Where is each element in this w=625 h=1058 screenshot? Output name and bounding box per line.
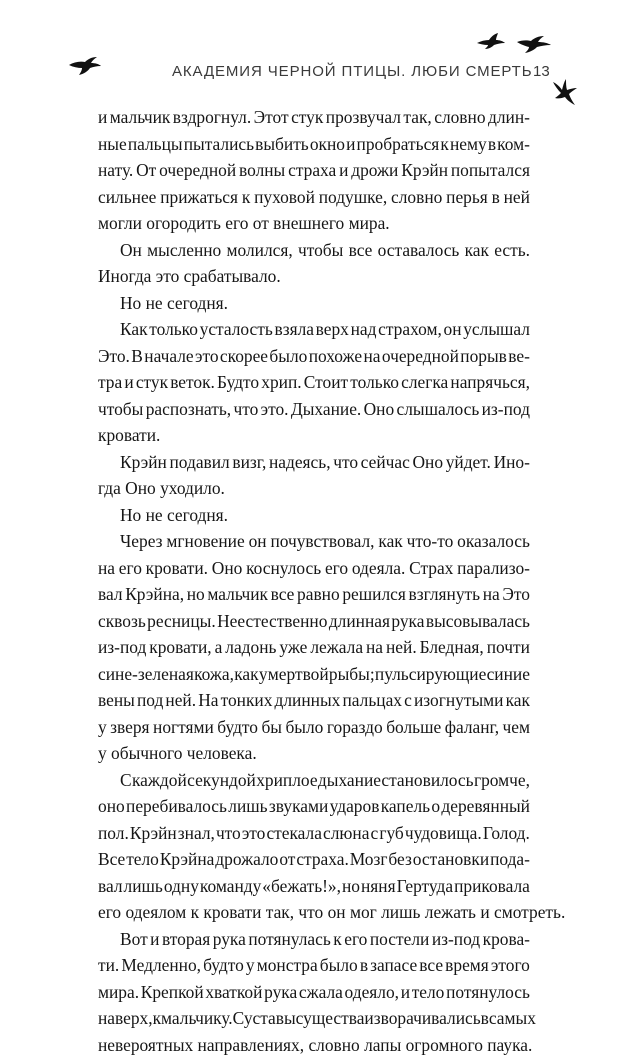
word: веток.: [170, 369, 215, 396]
text-line: [98, 926, 530, 953]
word: Дыхание.: [291, 396, 361, 423]
word: длинная: [329, 608, 390, 635]
text-line: [98, 661, 530, 688]
word: порыв: [460, 343, 507, 370]
word: это: [242, 820, 266, 847]
word: что-то: [407, 528, 454, 555]
word: было: [285, 714, 323, 741]
word: ней: [504, 184, 530, 211]
paragraph: [98, 926, 530, 1058]
word: ком-: [497, 131, 530, 158]
word: От: [136, 157, 156, 184]
text-line: [98, 687, 530, 714]
word: вторая: [162, 926, 210, 953]
text-line: [98, 369, 530, 396]
word: у: [259, 661, 268, 688]
word: как: [465, 237, 489, 264]
text-line: [98, 820, 530, 847]
word: деревянный: [441, 793, 530, 820]
word: так,: [403, 104, 431, 131]
crow-right-2-icon: [516, 34, 552, 54]
word: сильнее: [98, 184, 156, 211]
text-line: его одеялом к кровати так, что он мог лишь лежать и смотреть.: [98, 899, 530, 926]
word: потянулась: [248, 926, 330, 953]
paragraph: [98, 528, 530, 767]
word: оказалось: [457, 528, 530, 555]
word: о: [431, 793, 440, 820]
word: оставалось: [378, 237, 460, 264]
word: только: [350, 369, 399, 396]
text-line: Но не сегодня.: [98, 502, 530, 529]
word: приковала: [454, 873, 530, 900]
word: словно: [434, 104, 485, 131]
running-title: АКАДЕМИЯ ЧЕРНОЙ ПТИЦЫ. ЛЮБИ СМЕРТЬ: [172, 63, 532, 80]
word: все: [419, 952, 443, 979]
crow-left-icon: [68, 56, 102, 76]
word: губ: [379, 820, 403, 847]
text-line: [98, 184, 530, 211]
word: Через: [120, 528, 163, 555]
word: мальчик: [110, 104, 171, 131]
word: кровати.: [146, 555, 208, 582]
word: Медленно,: [121, 952, 201, 979]
word: мальчик: [207, 581, 268, 608]
word: лишь: [228, 793, 267, 820]
word: Крэйн: [130, 820, 177, 847]
word: становилось: [381, 767, 473, 794]
text-line: [98, 449, 530, 476]
word: С: [120, 767, 132, 794]
word: как: [378, 528, 402, 555]
word: сине-зеленая: [98, 661, 194, 688]
word: ные: [98, 131, 127, 158]
word: Гертуда: [397, 873, 453, 900]
word: зверя: [110, 714, 149, 741]
word: длин-: [488, 104, 530, 131]
text-line: невероятных направлениях, словно лапы огромного паука.: [98, 1032, 530, 1058]
word: с: [371, 820, 379, 847]
word: одну: [164, 873, 199, 900]
word: но: [342, 873, 360, 900]
word: сейчас: [361, 449, 410, 476]
word: очередной: [382, 343, 459, 370]
word: Крэйна: [160, 846, 215, 873]
word: взглянуть: [409, 581, 481, 608]
word: хваткой: [205, 979, 262, 1006]
word: что: [333, 449, 358, 476]
word: рука: [391, 608, 424, 635]
word: его: [119, 555, 142, 582]
word: изогнутыми: [414, 687, 504, 714]
word: напрячься,: [450, 369, 530, 396]
word: на: [483, 581, 500, 608]
word: будто: [203, 952, 244, 979]
text-line: [98, 634, 530, 661]
word: Крепкой: [141, 979, 204, 1006]
word: капель: [381, 793, 430, 820]
word: скорее: [220, 343, 268, 370]
text-line: могли огородить его от внешнего мира.: [98, 210, 530, 237]
crow-diving-icon: [551, 78, 579, 106]
text-line: кровати.: [98, 422, 530, 449]
word: к: [153, 1005, 161, 1032]
word: ударов: [330, 793, 380, 820]
word: чудовища.: [405, 820, 482, 847]
word: к: [333, 926, 341, 953]
text-line: [98, 608, 530, 635]
word: кожа,: [194, 661, 234, 688]
word: визг,: [232, 449, 266, 476]
word: слышалось: [396, 396, 479, 423]
body-text: [98, 104, 530, 1058]
word: Суставы: [233, 1005, 296, 1032]
text-line: [98, 581, 530, 608]
word: дрожало: [215, 846, 278, 873]
word: пуховой: [254, 184, 315, 211]
word: каждой: [132, 767, 187, 794]
word: пальцах: [342, 687, 402, 714]
word: похоже: [309, 343, 362, 370]
word: из-под: [482, 396, 530, 423]
word: пода-: [490, 846, 530, 873]
word: равно: [297, 581, 340, 608]
word: нату.: [98, 157, 133, 184]
text-line: гда Оно уходило.: [98, 475, 530, 502]
word: Это.: [98, 343, 130, 370]
word: коснулось: [246, 555, 321, 582]
word: пол.: [98, 820, 129, 847]
paragraph: [98, 767, 530, 926]
word: стук: [291, 104, 323, 131]
word: перебивалось: [126, 793, 227, 820]
word: Оно: [412, 449, 443, 476]
word: и: [339, 157, 348, 184]
word: рука: [213, 926, 246, 953]
text-line: [98, 131, 530, 158]
word: перья: [446, 184, 488, 211]
word: тело: [126, 846, 159, 873]
word: вздрогнул.: [173, 104, 251, 131]
word: вал: [98, 873, 123, 900]
paragraph: [98, 502, 530, 529]
text-line: [98, 714, 530, 741]
word: только: [149, 316, 198, 343]
word: почувствовал,: [270, 528, 374, 555]
word: одеяла.: [352, 555, 406, 582]
word: дыхание: [318, 767, 381, 794]
word: Он: [120, 237, 142, 264]
text-line: [98, 555, 530, 582]
word: из-под: [432, 926, 480, 953]
word: выбить: [255, 131, 309, 158]
word: ладонь: [225, 634, 276, 661]
word: Как: [120, 316, 148, 343]
word: Будто: [217, 369, 259, 396]
word: без: [388, 846, 411, 873]
word: ногтями: [153, 714, 214, 741]
word: «бежать!»,: [262, 873, 341, 900]
word: Стоит: [304, 369, 348, 396]
word: все: [349, 237, 373, 264]
word: он: [444, 316, 462, 343]
text-line: [98, 846, 530, 873]
text-line: [98, 237, 530, 264]
word: в: [488, 131, 496, 158]
word: чтобы: [98, 396, 143, 423]
word: ней.: [165, 687, 196, 714]
word: пульсирующие: [375, 661, 486, 688]
crow-right-1-icon: [476, 32, 506, 50]
word: в: [481, 1005, 489, 1032]
word: будто: [217, 714, 258, 741]
word: ве-: [508, 343, 530, 370]
word: словно: [391, 184, 442, 211]
word: распознать,: [146, 396, 231, 423]
word: Голод.: [483, 820, 530, 847]
word: Этот: [254, 104, 289, 131]
text-line: [98, 343, 530, 370]
word: как: [234, 661, 258, 688]
word: мира.: [98, 979, 139, 1006]
text-line: [98, 767, 530, 794]
word: ти.: [98, 952, 119, 979]
word: Страх: [409, 555, 453, 582]
text-line: [98, 104, 530, 131]
word: вены: [98, 687, 135, 714]
word: тело: [412, 979, 445, 1006]
word: в: [360, 952, 368, 979]
word: усталость: [200, 316, 273, 343]
word: что: [216, 820, 241, 847]
word: мысленно: [147, 237, 221, 264]
word: нему: [450, 131, 487, 158]
word: звуками: [269, 793, 328, 820]
word: волны: [239, 157, 285, 184]
word: ней.: [386, 634, 417, 661]
word: монстра: [257, 952, 318, 979]
word: уйдет.: [446, 449, 491, 476]
word: вал: [98, 581, 123, 608]
word: пробраться: [357, 131, 440, 158]
word: существа: [296, 1005, 365, 1032]
word: оно: [98, 793, 125, 820]
word: пытались: [184, 131, 254, 158]
text-line: [98, 952, 530, 979]
word: тонких: [221, 687, 273, 714]
paragraph: [98, 104, 530, 237]
word: знал,: [178, 820, 215, 847]
word: Ино-: [494, 449, 530, 476]
word: чем: [503, 714, 530, 741]
word: на: [98, 555, 115, 582]
word: и: [401, 979, 410, 1006]
word: Крэйн: [401, 157, 448, 184]
text-line: [98, 1005, 530, 1032]
word: мальчику.: [161, 1005, 233, 1032]
word: с: [404, 687, 412, 714]
word: наверх,: [98, 1005, 153, 1032]
word: больше: [386, 714, 441, 741]
word: начале: [144, 343, 193, 370]
word: надеясь,: [269, 449, 331, 476]
word: что: [233, 396, 258, 423]
word: высовывалась: [426, 608, 530, 635]
word: Это: [502, 581, 530, 608]
word: но: [187, 581, 205, 608]
word: на: [363, 343, 380, 370]
word: Неестественно: [217, 608, 327, 635]
word: кровати,: [149, 634, 211, 661]
word: гораздо: [327, 714, 383, 741]
text-line: [98, 528, 530, 555]
word: Крэйн: [120, 449, 167, 476]
word: почти: [487, 634, 530, 661]
word: к: [242, 184, 250, 211]
word: запасе: [370, 952, 417, 979]
text-line: [98, 793, 530, 820]
text-line: Иногда это срабатывало.: [98, 263, 530, 290]
word: страха.: [296, 846, 348, 873]
word: прозвучал: [326, 104, 401, 131]
text-line: у обычного человека.: [98, 740, 530, 767]
word: как: [506, 687, 530, 714]
word: и: [124, 369, 133, 396]
word: потянулось: [446, 979, 530, 1006]
text-line: [98, 396, 530, 423]
word: над: [351, 316, 377, 343]
word: синие: [487, 661, 530, 688]
word: хриплое: [256, 767, 317, 794]
word: Оно: [364, 396, 395, 423]
word: Оно: [212, 555, 243, 582]
word: и: [346, 131, 355, 158]
word: секундой: [187, 767, 256, 794]
word: громче,: [474, 767, 530, 794]
word: хрип.: [261, 369, 301, 396]
word: страха: [288, 157, 336, 184]
word: его: [344, 926, 367, 953]
word: и: [98, 104, 107, 131]
word: Бледная,: [420, 634, 484, 661]
word: постели: [370, 926, 429, 953]
word: одеяло,: [345, 979, 399, 1006]
word: и: [150, 926, 159, 953]
word: слегка: [401, 369, 448, 396]
word: под: [137, 687, 163, 714]
word: крова-: [483, 926, 530, 953]
word: из-под: [98, 634, 146, 661]
word: Крэйна,: [125, 581, 184, 608]
word: стекала: [266, 820, 322, 847]
word: слюна: [323, 820, 369, 847]
paragraph: [98, 237, 530, 290]
word: есть.: [494, 237, 530, 264]
word: мгновение: [166, 528, 244, 555]
word: бы: [261, 714, 282, 741]
word: у: [246, 952, 255, 979]
word: уже: [279, 634, 307, 661]
word: все: [271, 581, 295, 608]
text-line: [98, 873, 530, 900]
text-line: [98, 157, 530, 184]
word: изворачивались: [364, 1005, 480, 1032]
word: время: [445, 952, 489, 979]
word: решился: [342, 581, 406, 608]
word: рука: [264, 979, 297, 1006]
word: он: [249, 528, 267, 555]
word: ресницы.: [147, 608, 216, 635]
word: очередной: [159, 157, 236, 184]
text-line: Но не сегодня.: [98, 290, 530, 317]
word: В: [131, 343, 143, 370]
word: было: [269, 343, 307, 370]
word: сжала: [299, 979, 343, 1006]
word: лежала: [310, 634, 363, 661]
word: На: [198, 687, 218, 714]
word: было: [320, 952, 358, 979]
word: Мозг: [350, 846, 388, 873]
word: дрожи: [351, 157, 398, 184]
word: взяла: [274, 316, 313, 343]
word: к: [440, 131, 448, 158]
word: его: [325, 555, 348, 582]
text-line: [98, 316, 530, 343]
word: фаланг,: [445, 714, 499, 741]
word: остановки: [413, 846, 489, 873]
word: мертвой: [268, 661, 329, 688]
word: на: [366, 634, 383, 661]
word: Вот: [120, 926, 148, 953]
word: самых: [489, 1005, 536, 1032]
word: тра: [98, 369, 122, 396]
word: парализо-: [457, 555, 530, 582]
word: подушке,: [319, 184, 388, 211]
paragraph: [98, 290, 530, 317]
word: этого: [491, 952, 530, 979]
word: попытался: [451, 157, 530, 184]
word: няня: [361, 873, 396, 900]
word: страхом,: [378, 316, 442, 343]
word: а: [215, 634, 223, 661]
word: длинных: [275, 687, 341, 714]
word: прижаться: [160, 184, 238, 211]
word: от: [279, 846, 295, 873]
text-line: [98, 979, 530, 1006]
word: это: [195, 343, 219, 370]
word: команду: [200, 873, 261, 900]
page-header: [0, 0, 625, 110]
word: услышал: [463, 316, 530, 343]
word: пальцы: [128, 131, 183, 158]
word: в: [492, 184, 500, 211]
paragraph: [98, 449, 530, 502]
word: подавил: [169, 449, 229, 476]
word: сквозь: [98, 608, 146, 635]
paragraph: [98, 316, 530, 449]
word: рыбы;: [329, 661, 375, 688]
page-number: 13: [533, 63, 550, 80]
word: у: [98, 714, 107, 741]
word: это.: [261, 396, 289, 423]
word: окно: [310, 131, 345, 158]
word: верх: [316, 316, 349, 343]
word: стук: [136, 369, 168, 396]
word: молился,: [227, 237, 293, 264]
word: чтобы: [298, 237, 343, 264]
word: лишь: [124, 873, 163, 900]
word: Все: [98, 846, 125, 873]
